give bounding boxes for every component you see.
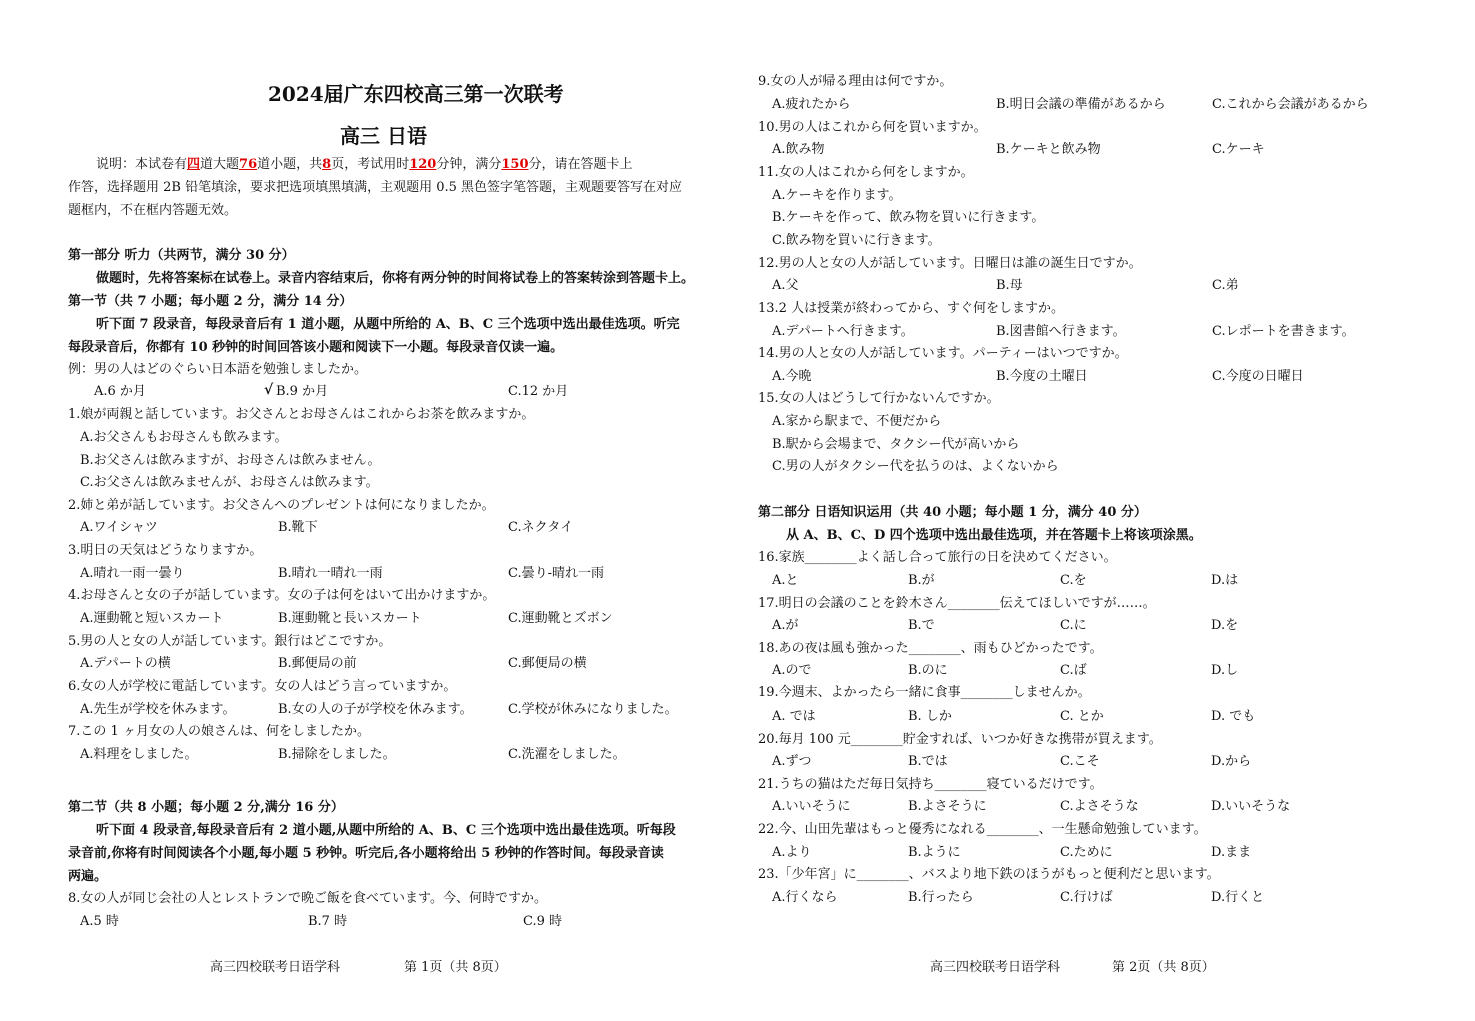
instructions-text: 说明：本试卷有 [96,157,188,172]
question-4-option-b: B.運動靴と長いスカート [278,611,422,626]
question-12-option-a: A.父 [772,278,799,293]
question-13-option-c: C.レポートを書きます。 [1212,324,1355,339]
question-19-option-a: A. では [772,709,816,724]
footer-page-number: 第 1页（共 8页） [404,960,507,975]
question-16: 16.家族________よく話し合って旅行の日を決めてください。 [758,550,1117,565]
question-22-option-b: B.ように [908,845,961,860]
question-21-option-d: D.いいそうな [1211,799,1291,814]
question-20-option-d: D.から [1211,754,1252,769]
question-14-option-a: A.今晩 [772,369,812,384]
part1-header: 第一部分 听力（共两节，满分 30 分） [68,248,295,263]
question-16-option-c: C.を [1060,573,1087,588]
question-15-option-b: B.駅から会場まで、タクシー代が高いから [772,437,1020,452]
instructions-text: 分钟，满分 [436,157,502,172]
question-7: 7.この 1 ヶ月女の人の娘さんは、何をしましたか。 [68,724,370,739]
question-1-option-b: B.お父さんは飲みますが、お母さんは飲みません。 [80,453,381,468]
question-6-option-c: C.学校が休みになりました。 [508,702,678,717]
question-17-option-c: C.に [1060,618,1087,633]
question-2-option-a: A.ワイシャツ [80,520,158,535]
question-7-option-b: B.掃除をしました。 [278,747,396,762]
footer-page-number: 第 2页（共 8页） [1112,960,1215,975]
question-8-option-a: A.5 時 [80,914,119,929]
question-1: 1.娘が両親と話しています。お父さんとお母さんはこれからお茶を飲みますか。 [68,407,535,422]
question-22-option-c: C.ために [1060,845,1113,860]
question-19-option-c: C. とか [1060,709,1104,724]
question-14-option-c: C.今度の日曜日 [1212,369,1304,384]
question-13-option-b: B.図書館へ行きます。 [996,324,1126,339]
question-8: 8.女の人が同じ会社の人とレストランで晩ご飯を食べています。今、何時ですか。 [68,891,547,906]
question-18-option-c: C.ば [1060,663,1087,678]
example-option-c: C.12 か月 [508,384,569,399]
footer-subject: 高三四校联考日语学科 [930,960,1061,975]
question-5-option-a: A.デパートの横 [80,656,171,671]
section2-header: 第二节（共 8 小题；每小题 2 分,满分 16 分） [68,800,344,815]
question-14: 14.男の人と女の人が話しています。パーティーはいつですか。 [758,346,1128,361]
question-12: 12.男の人と女の人が話しています。日曜日は誰の誕生日ですか。 [758,256,1142,271]
question-7-option-c: C.洗濯をしました。 [508,747,626,762]
question-9-option-c: C.これから会議があるから [1212,97,1369,112]
section1-header: 第一节（共 7 小题；每小题 2 分，满分 14 分） [68,294,353,309]
question-23-option-a: A.行くなら [772,890,838,905]
question-13-option-a: A.デパートへ行きます。 [772,324,914,339]
question-6-option-b: B.女の人の子が学校を休みます。 [278,702,473,717]
question-15-option-a: A.家から駅まで、不便だから [772,414,942,429]
question-23-option-c: C.行けば [1060,890,1113,905]
instructions-text: 页，考试用时 [331,157,410,172]
full-score: 150 [501,157,529,172]
question-22-option-d: D.まま [1211,845,1252,860]
question-3-option-a: A.晴れ一雨一曇り [80,566,185,581]
question-9-option-b: B.明日会議の準備があるから [996,97,1166,112]
instructions-line-2: 作答，选择题用 2B 铅笔填涂，要求把选项填黑填满，主观题用 0.5 黑色签字笔答题，主观题要答写在对应 [68,180,683,195]
question-11-option-a: A.ケーキを作ります。 [772,188,902,203]
instructions-text: 道大题 [200,157,240,172]
question-2: 2.姉と弟が話しています。お父さんへのプレゼントは何になりましたか。 [68,498,495,513]
question-16-option-a: A.と [772,573,799,588]
question-6: 6.女の人が学校に電話しています。女の人はどう言っていますか。 [68,679,457,694]
question-8-option-b: B.7 時 [308,914,348,929]
question-4-option-c: C.運動靴とズボン [508,611,613,626]
exam-subtitle: 高三 日语 [340,124,427,148]
question-12-option-c: C.弟 [1212,278,1239,293]
section2-note-1: 听下面 4 段录音,每段录音后有 2 道小题,从题中所给的 A、B、C 三个选项中选出最佳选项。听每段 [96,823,676,838]
check-icon: √ [264,382,274,398]
question-16-option-b: B.が [908,573,935,588]
question-5-option-b: B.郵便局の前 [278,656,357,671]
section2-note-3: 两遍。 [68,869,108,884]
question-10-option-c: C.ケーキ [1212,142,1265,157]
instructions-text: 道小题，共 [257,157,323,172]
question-21-option-c: C.よさそうな [1060,799,1139,814]
instructions-line-1 [96,157,633,173]
question-5: 5.男の人と女の人が話しています。銀行はどこですか。 [68,634,392,649]
question-22: 22.今、山田先輩はもっと優秀になれる________、一生懸命勉強しています。 [758,822,1207,837]
instructions-text: 分，请在答题卡上 [528,157,633,172]
question-20-option-a: A.ずつ [772,754,812,769]
question-12-option-b: B.母 [996,278,1023,293]
question-9: 9.女の人が帰る理由は何ですか。 [758,74,953,89]
section1-note-1: 听下面 7 段录音，每段录音后有 1 道小题，从题中所给的 A、B、C 三个选项中选出最佳选项。听完 [96,317,680,332]
question-18-option-a: A.ので [772,663,812,678]
question-18: 18.あの夜は風も強かった________、雨もひどかったです。 [758,641,1103,656]
question-20: 20.毎月 100 元________貯金すれば、いつか好きな携帯が買えます。 [758,732,1162,747]
question-13: 13.2 人は授業が終わってから、すぐ何をしますか。 [758,301,1064,316]
question-18-option-d: D.し [1211,663,1239,678]
question-3: 3.明日の天気はどうなりますか。 [68,543,263,558]
question-17-option-a: A.が [772,618,799,633]
exam-title: 2024届广东四校高三第一次联考 [268,82,564,106]
footer-subject: 高三四校联考日语学科 [210,960,341,975]
question-17-option-d: D.を [1211,618,1239,633]
question-9-option-a: A.疲れたから [772,97,851,112]
question-10: 10.男の人はこれから何を買いますか。 [758,120,987,135]
question-16-option-d: D.は [1211,573,1239,588]
questions-count: 76 [239,157,258,172]
question-4: 4.お母さんと女の子が話しています。女の子は何をはいて出かけますか。 [68,588,496,603]
sections-count: 四 [187,157,201,172]
example-option-a: A.6 か月 [94,384,146,399]
part1-note: 做题时，先将答案标在试卷上。录音内容结束后，你将有两分钟的时间将试卷上的答案转涂到答题卡上。 [96,271,695,286]
question-11: 11.女の人はこれから何をしますか。 [758,165,974,180]
instructions-line-3: 题框内，不在框内答题无效。 [68,203,238,218]
question-10-option-a: A.飲み物 [772,142,825,157]
example-question: 例：男の人はどのぐらい日本語を勉強しましたか。 [68,362,368,377]
question-4-option-a: A.運動靴と短いスカート [80,611,224,626]
exam-minutes: 120 [409,157,437,172]
question-21: 21.うちの猫はただ毎日気持ち________寝ているだけです。 [758,777,1103,792]
question-23-option-b: B.行ったら [908,890,974,905]
question-23: 23.「少年宮」に________、バスより地下鉄のほうがもっと便利だと思います。 [758,867,1220,882]
question-8-option-c: C.9 時 [523,914,563,929]
question-19-option-b: B. しか [908,709,952,724]
question-1-option-c: C.お父さんは飲みませんが、お母さんは飲みます。 [80,475,379,490]
question-15: 15.女の人はどうして行かないんですか。 [758,391,1000,406]
section1-note-2: 每段录音后，你都有 10 秒钟的时间回答该小题和阅读下一小题。每段录音仅读一遍。 [68,340,564,355]
question-22-option-a: A.より [772,845,812,860]
question-20-option-c: C.こそ [1060,754,1100,769]
question-6-option-a: A.先生が学校を休みます。 [80,702,236,717]
part2-note: 从 A、B、C、D 四个选项中选出最佳选项，并在答题卡上将该项涂黑。 [786,528,1202,543]
question-2-option-c: C.ネクタイ [508,520,574,535]
question-1-option-a: A.お父さんもお母さんも飲みます。 [80,430,288,445]
question-21-option-b: B.よさそうに [908,799,987,814]
question-5-option-c: C.郵便局の横 [508,656,587,671]
question-3-option-b: B.晴れ一晴れ一雨 [278,566,383,581]
question-11-option-b: B.ケーキを作って、飲み物を買いに行きます。 [772,210,1045,225]
question-17-option-b: B.で [908,618,935,633]
question-14-option-b: B.今度の土曜日 [996,369,1088,384]
question-11-option-c: C.飲み物を買いに行きます。 [772,233,941,248]
part2-header: 第二部分 日语知识运用（共 40 小题；每小题 1 分，满分 40 分） [758,505,1147,520]
question-20-option-b: B.では [908,754,948,769]
question-23-option-d: D.行くと [1211,890,1265,905]
question-19-option-d: D. でも [1211,709,1256,724]
question-2-option-b: B.靴下 [278,520,318,535]
question-21-option-a: A.いいそうに [772,799,851,814]
question-15-option-c: C.男の人がタクシー代を払うのは、よくないから [772,459,1059,474]
question-10-option-b: B.ケーキと飲み物 [996,142,1101,157]
question-3-option-c: C.曇り-晴れ一雨 [508,566,605,581]
example-option-b: B.9 か月 [276,384,329,399]
pages-count: 8 [322,157,332,172]
section2-note-2: 录音前,你将有时间阅读各个小题,每小题 5 秒钟。听完后,各小题将给出 5 秒钟的作答时间。每段录音读 [68,846,664,861]
question-17: 17.明日の会議のことを鈴木さん________伝えてほしいですが……。 [758,596,1156,611]
question-18-option-b: B.のに [908,663,948,678]
question-19: 19.今週末、よかったら一緒に食事________しませんか。 [758,685,1091,700]
question-7-option-a: A.料理をしました。 [80,747,198,762]
